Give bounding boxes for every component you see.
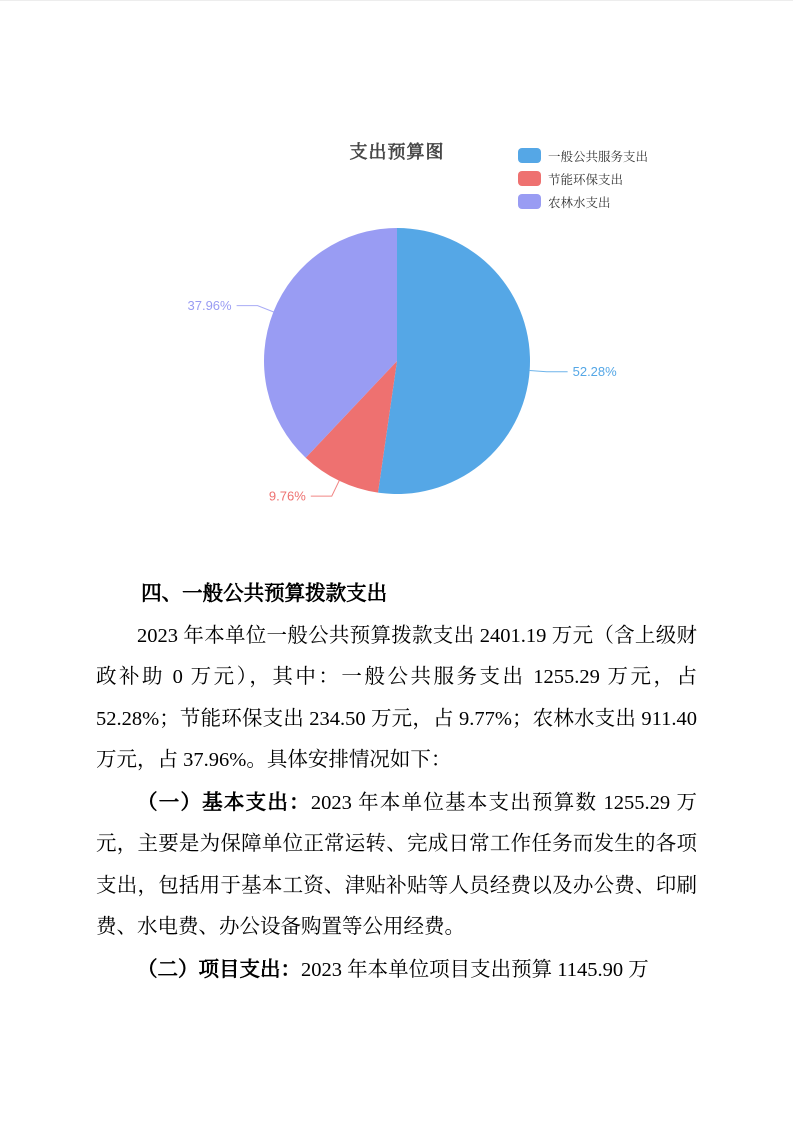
legend-label: 一般公共服务支出: [548, 149, 649, 164]
chart-title: 支出预算图: [349, 142, 445, 162]
document-body: [96, 573, 697, 991]
pie-chart-svg: [0, 1, 793, 561]
paragraph-project-expenditure: [96, 949, 697, 992]
legend-label: 农林水支出: [548, 195, 611, 210]
pie-label-line-1: [311, 481, 339, 496]
legend-swatch-icon: [518, 171, 541, 186]
paragraph-lead: （一）基本支出：: [137, 790, 311, 814]
document-page: [0, 1, 793, 1122]
legend-item-energy-environment[interactable]: [518, 167, 648, 190]
paragraph-text: 2023 年本单位一般公共预算拨款支出 2401.19 万元（含上级财政补助 0 万元），其中：一般公共服务支出 1255.29 万元，占 52.28%；节能环保支出 234.50 万元，占 9.77%；农林水支出 911.40 万元，占 37.96%。具体安排情况如下：: [96, 624, 697, 771]
paragraph-text: 2023 年本单位基本支出预算数 1255.29 万元，主要是为保障单位正常运转、完成日常工作任务而发生的各项支出，包括用于基本工资、津贴补贴等人员经费以及办公费、印刷费、水电费、办公设备购置等公用经费。: [96, 791, 698, 938]
paragraph-text: 2023 年本单位项目支出预算 1145.90 万: [301, 958, 649, 981]
pie-percent-label-0: 52.28%: [572, 364, 617, 380]
paragraph-basic-expenditure: [96, 782, 697, 949]
legend-swatch-icon: [518, 148, 541, 163]
paragraph-overview: [96, 615, 697, 782]
section-heading: 四、一般公共预算拨款支出: [141, 582, 388, 605]
legend-item-agriculture-forestry-water[interactable]: [518, 190, 648, 213]
chart-legend: [518, 144, 648, 213]
pie-percent-label-2: 37.96%: [187, 298, 232, 314]
legend-item-general-public-services[interactable]: [518, 144, 648, 167]
paragraph-lead: （二）项目支出：: [137, 957, 301, 981]
legend-swatch-icon: [518, 194, 541, 209]
pie-label-line-2: [237, 306, 274, 312]
legend-label: 节能环保支出: [548, 172, 624, 187]
expenditure-budget-chart: [0, 1, 793, 561]
pie-slice-0[interactable]: [378, 228, 530, 494]
pie-label-line-0: [530, 371, 568, 372]
pie-percent-label-1: 9.76%: [268, 488, 306, 504]
